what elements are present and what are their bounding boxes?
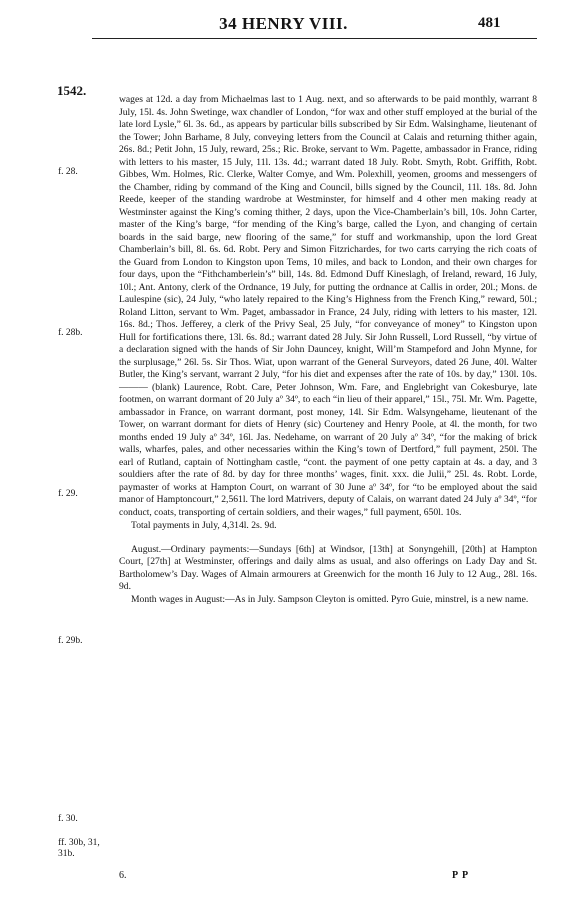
paragraph-august: August.—Ordinary payments:—Sundays [6th] at Windsor, [13th] at Sonyngehill, [20th] at Hampton Court, [27th] at Westminster, offerings and daily alms as usual, and also offerings on Lady Day and St. Bartholomew’s Day. Wages of Almain armourers at Greenwich for the month 16 July to 12 Aug., 28l. 16s. 9d.	[119, 543, 537, 592]
margin-ref-f28b: f. 28b.	[58, 328, 83, 338]
margin-ref-f28: f. 28.	[58, 167, 78, 177]
margin-ref-f29b: f. 29b.	[58, 636, 83, 646]
year-marker: 1542.	[57, 83, 87, 98]
july-total: Total payments in July, 4,314l. 2s. 9d.	[131, 520, 277, 531]
signature-mark-left: 6.	[119, 870, 127, 881]
margin-ref-ff30b: ff. 30b, 31, 31b.	[58, 838, 100, 859]
page-number: 481	[478, 15, 501, 31]
margin-ref-f29: f. 29.	[58, 489, 78, 499]
body-text	[119, 94, 537, 606]
paragraph-month-wages: Month wages in August:—As in July. Sampson Cleyton is omitted. Pyro Guie, minstrel, is a new name.	[131, 593, 529, 605]
signature-mark-right: P P	[452, 870, 470, 881]
running-title: 34 HENRY VIII.	[219, 14, 348, 33]
margin-ref-f30: f. 30.	[58, 814, 78, 824]
header-rule	[92, 38, 537, 39]
paragraph-july-payments: wages at 12d. a day from Michaelmas last to 1 Aug. next, and so afterwards to be paid monthly, warrant 8 July, 15l. 4s. John Swetinge, wax chandler of London, “for wax and other stuff employed at the burial of the late lord Lysle,” 6l. 3s. 6d., as appears by particular bills subscribed by Sir Edm. Walsinghame, lieutenant of the Tower; John Barhame, 8 July, conveying letters from the Council at Calais and returning thither again, 26s. 8d.; Petit John, 15 July, reward, 25s.; Ric. Broke, servant to Wm. Pagette, ambassador in France, riding with letters to his master, 15 July, 11l. 13s. 4d.; warrant dated 18 July. Robt. Smyth, Robt. Griffith, Robt. Gibbes, Wm. Holmes, Ric. Clerke, Walter Comye, and Wm. Polexhill, yeomen, grooms and messengers of the Chamber, riding by command of the King and Council, bills signed by the Council, 11l. 18s. 8d. John Reede, keeper of the standing wardrobe at Westminster, for himself and 4 other men making ready at Westminster against the King’s coming thither, 2 days, upon the Vice-Chamberlain’s bill, 10s. John Carter, master of the King’s barge, “for mending of the King’s barge, called the Lyon, and changing of certain boards in the said barge, new flooring of the same,” for stuff and workmanship, upon the lord Great Chamberlain’s bill, 8l. 6s. 6d. Robt. Pery and Simon Fitzrichardes, for two carts carrying the rich coats of the Guard from London to Kingston upon Tems, 10 miles, and back to London, and their own charges for four days, upon the “Fithchamberlein’s” bill, 14s. 8d. Edmond Duff Kineslagh, of Ireland, reward, 16 July, 10l.; Ant. Antony, clerk of the Ordnance, 19 July, for putting the ordnance at Callis in order, 20l.; Mons. de Laulespine (sic), 24 July, “who lately repaired to the King’s Highness from the French King,” reward, 50l.; Roland Litton, servant to Wm. Paget, ambassador in France, 24 July, riding with letters to his master, 12l. 16s. 8d.; Thos. Jefferey, a clerk of the Privy Seal, 25 July, “for conveyance of money” to Kingston upon Hull for fortifications there, 13l. 6s. 8d.; warrant dated 28 July. Sir John Russell, Lord Russell, “by virtue of a declaration signed with the hands of Sir John Dauncey, knight, Will’m Stampeford and John Mynne, for the surplusage,” 26l. 5s. Sir Thos. Wiat, upon warrant of the General Surveyors, dated 26 June, 40l. Walter Butler, the King’s servant, warrant 2 July, “for his diet and expenses after the rate of 10s. by day,” 130l. 10s. ——— (blank) Laurence, Robt. Care, Peter Johnson, Wm. Fare, and Englebright van Cokesburye, late footmen, on warrant dormant of 20 July aº 34º, to each “in lieu of their apparel,” 15l., 75l. Mr. Wm. Pagette, ambassador in France, on warrant dormant, post money, 14l. Sir Edm. Walsyngehame, lieutenant of the Tower, on warrant dormant for diets of Henry (sic) Courteney and Henry Poole, at 4l. the month, for two months ended 19 July aº 34º, 16l. Jas. Nedehame, on warrant of 20 July aº 34º, “for the making of brick walls, wharfes, pales, and other necessaries within the King’s town of Dertford,” full payment, 250l. The earl of Rutland, captain of Nottingham castle, “cont. the payment of one petty captain at 4s. a day, and 3 souldiers after the rate of 8d. by day for three months’ wages, finit. xxx. die Julii,” 25l. 4s. Robt. Lorde, paymaster of works at Hampton Court, on warrant of 30 June aº 34º, for “to be employed about the said manor of Hamptoncourt,” 2,561l. The lord Matrivers, deputy of Calais, on warrant dated 24 July aº 34º, “for conduct, coats, transporting of certain soldiers, and their wages,” full payment, 650l. 10s.	[119, 94, 537, 518]
